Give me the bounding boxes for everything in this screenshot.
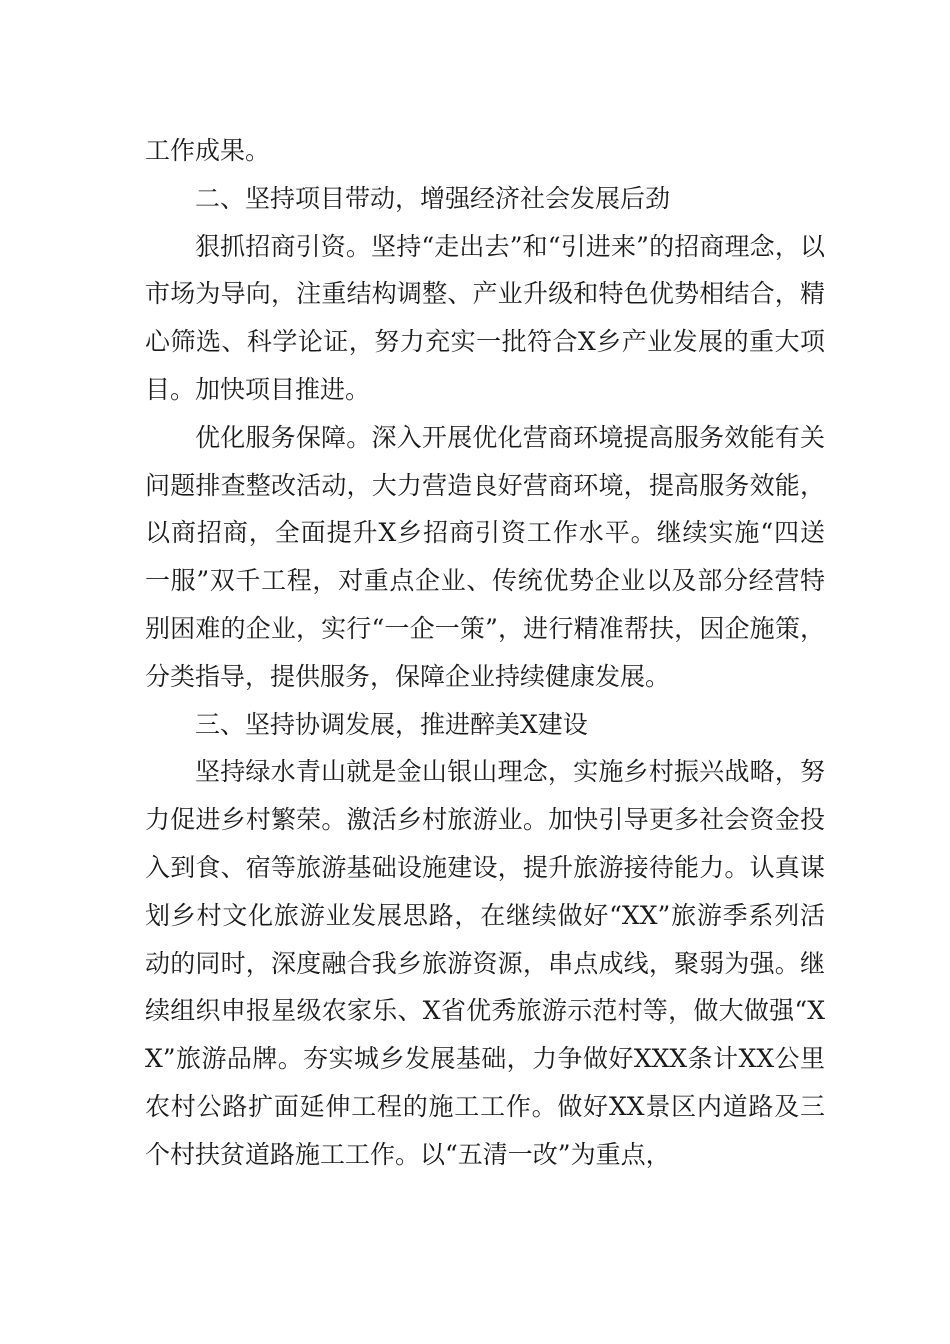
document-page (145, 127, 825, 1179)
paragraph-rural: 坚持绿水青山就是金山银山理念，实施乡村振兴战略，努力促进乡村繁荣。激活乡村旅游业。加快引导更多社会资金投入到食、宿等旅游基础设施建设，提升旅游接待能力。认真谋划乡村文化旅游业发展思路，在继续做好“XX”旅游季系列活动的同时，深度融合我乡旅游资源，串点成线，聚弱为强。继续组织申报星级农家乐、X省优秀旅游示范村等，做大做强“XX”旅游品牌。夯实城乡发展基础，力争做好XXX条计XX公里农村公路扩面延伸工程的施工工作。做好XX景区内道路及三个村扶贫道路施工工作。以“五清一改”为重点， (145, 757, 825, 1169)
section-heading-3: 三、坚持协调发展，推进醉美X建设 (195, 709, 588, 739)
section-heading-2: 二、坚持项目带动，增强经济社会发展后劲 (195, 183, 671, 213)
paragraph-service: 优化服务保障。深入开展优化营商环境提高服务效能有关问题排查整改活动，大力营造良好营商环境，提高服务效能，以商招商，全面提升X乡招商引资工作水平。继续实施“四送一服”双千工程，对重点企业、传统优势企业以及部分经营特别困难的企业，实行“一企一策”，进行精准帮扶，因企施策，分类指导，提供服务，保障企业持续健康发展。 (145, 422, 825, 691)
paragraph-investment: 狠抓招商引资。坚持“走出去”和“引进来”的招商理念，以市场为导向，注重结构调整、产业升级和特色优势相结合，精心筛选、科学论证，努力充实一批符合X乡产业发展的重大项目。加快项目推进。 (145, 231, 825, 404)
paragraph-continuation: 工作成果。 (145, 136, 271, 165)
